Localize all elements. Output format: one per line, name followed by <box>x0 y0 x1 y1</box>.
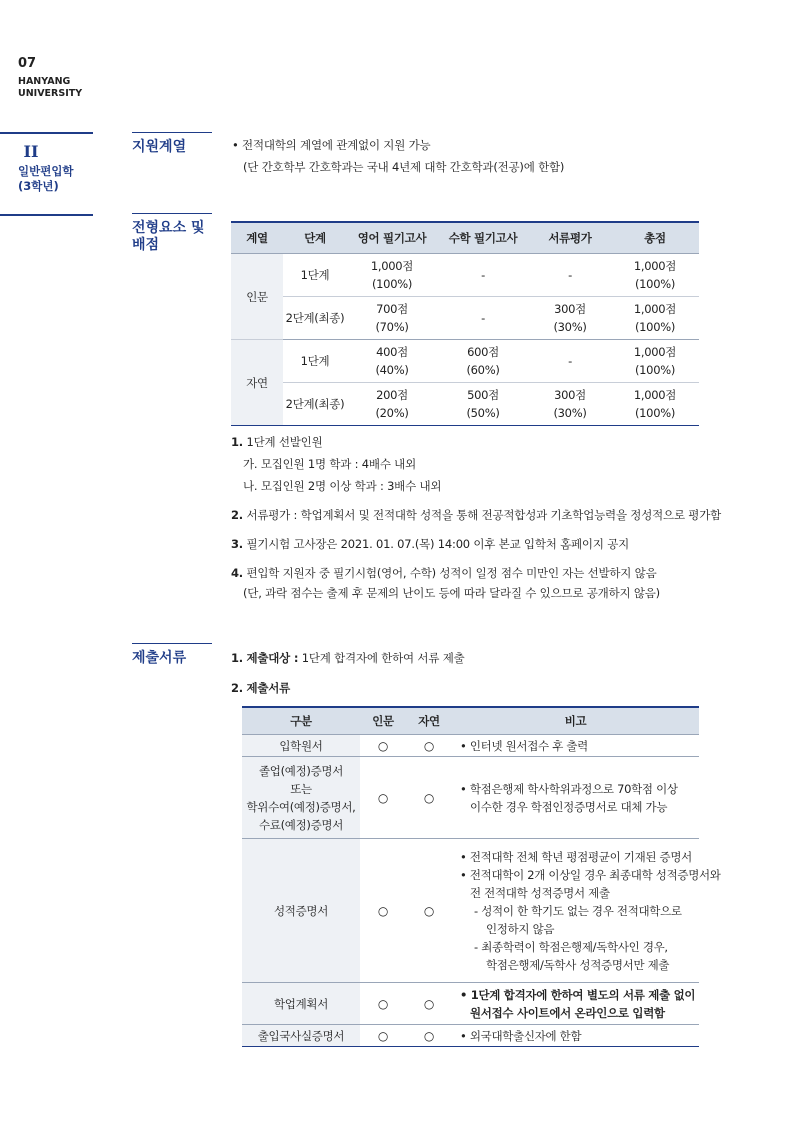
doc-remarks <box>452 983 699 1025</box>
doc-remarks <box>452 735 699 757</box>
item-1-label: 제출대상 : <box>246 651 299 665</box>
remark-line: 원서접수 사이트에서 온라인으로 입력함 <box>470 1005 665 1020</box>
section1-line1: • 전적대학의 계열에 관계없이 지원 가능 <box>232 138 431 152</box>
cell-english: 1,000점 (100%) <box>347 254 437 297</box>
section2-title <box>132 220 205 254</box>
cell-english: 400점 (40%) <box>347 340 437 383</box>
header-documents: 서류평가 <box>529 222 611 254</box>
doc-natural-mark: ○ <box>406 839 452 983</box>
header-stage: 단계 <box>283 222 347 254</box>
doc-remarks <box>452 1025 699 1047</box>
remark-line: • 1단계 합격자에 한하여 별도의 서류 제출 없이 <box>460 987 696 1002</box>
section2-rule <box>132 213 212 214</box>
section3-rule <box>132 643 212 644</box>
table-row <box>231 254 699 297</box>
remark-line: - 최종학력이 학점은행제/독학사인 경우, <box>474 939 668 954</box>
table-row <box>242 839 699 983</box>
cell-documents: 300점 (30%) <box>553 388 587 420</box>
submission-target <box>231 650 465 666</box>
header-total: 총점 <box>611 222 699 254</box>
item-1-text: 1단계 합격자에 한하여 서류 제출 <box>298 651 465 665</box>
doc-natural-mark: ○ <box>406 757 452 839</box>
cell-total: 1,000점 (100%) <box>611 340 699 383</box>
note-4-text: 편입학 지원자 중 필기시험(영어, 수학) 성적이 일정 점수 미만인 자는 선발하지 않음 <box>246 566 657 580</box>
table-row <box>231 383 699 426</box>
chapter-label-line2: (3학년) <box>18 179 59 193</box>
section1-title: 지원계열 <box>132 139 187 155</box>
doc-humanities-mark: ○ <box>360 735 406 757</box>
note-2-number: 2. <box>231 508 243 522</box>
remark-line: • 외국대학출신자에 한함 <box>460 1028 582 1043</box>
cell-stage: 1단계 <box>283 340 347 383</box>
note-2 <box>231 507 721 523</box>
cell-english: 200점 (20%) <box>375 388 409 420</box>
remark-line: - 성적이 한 학기도 없는 경우 전적대학으로 <box>474 903 682 918</box>
documents-table <box>242 706 721 1047</box>
doc-name: 입학원서 <box>242 735 360 757</box>
remark-line: 이수한 경우 학점인정증명서로 대체 가능 <box>470 799 668 814</box>
item-1-number: 1. <box>231 651 243 665</box>
item-2-label: 제출서류 <box>246 681 291 695</box>
remark-line: • 인터넷 원서접수 후 출력 <box>460 738 588 753</box>
section1-rule <box>132 132 212 133</box>
note-1-b: 나. 모집인원 2명 이상 학과 : 3배수 내외 <box>243 479 442 493</box>
doc-natural-mark: ○ <box>406 983 452 1025</box>
remark-line: 인정하지 않음 <box>486 921 555 936</box>
chapter-label-line1: 일반편입학 <box>18 164 74 178</box>
item-2-number: 2. <box>231 681 243 695</box>
cell-documents: - <box>529 254 611 297</box>
cell-total: 1,000점 (100%) <box>633 388 677 420</box>
score-table <box>231 221 699 426</box>
cell-total: 1,000점 (100%) <box>611 297 699 340</box>
note-3-number: 3. <box>231 537 243 551</box>
table-row <box>231 297 699 340</box>
chapter-label <box>18 164 74 194</box>
table-row <box>242 757 699 839</box>
note-4-number: 4. <box>231 566 243 580</box>
section2-title-line2: 배점 <box>132 237 160 253</box>
cell-stage: 2단계(최종) <box>283 297 347 340</box>
note-1-number: 1. <box>231 435 243 449</box>
section3-title: 제출서류 <box>132 650 187 666</box>
university-name-line2: UNIVERSITY <box>18 88 83 99</box>
doc-humanities-mark: ○ <box>360 757 406 839</box>
remark-line: • 전적대학이 2개 이상일 경우 최종대학 성적증명서와 <box>460 867 721 882</box>
group-humanities: 인문 <box>231 254 283 340</box>
cell-math: - <box>437 254 529 297</box>
score-table-header <box>231 222 699 254</box>
cell-documents: 300점 (30%) <box>529 297 611 340</box>
header-category: 구분 <box>242 707 360 735</box>
doc-name: 성적증명서 <box>242 839 360 983</box>
section1-line2: (단 간호학부 간호학과는 국내 4년제 대학 간호학과(전공)에 한함) <box>243 160 565 174</box>
doc-natural-mark: ○ <box>423 1028 435 1043</box>
header-remarks: 비고 <box>452 707 699 735</box>
note-4-sub: (단, 과락 점수는 출제 후 문제의 난이도 등에 따라 달라질 수 있으므로 공개하지 않음) <box>243 586 660 600</box>
submission-documents-heading <box>231 680 290 696</box>
section2-title-line1: 전형요소 및 <box>132 220 205 236</box>
header-natural: 자연 <box>406 707 452 735</box>
cell-english: 700점 (70%) <box>347 297 437 340</box>
doc-humanities-mark: ○ <box>360 839 406 983</box>
header-math: 수학 필기고사 <box>437 222 529 254</box>
header-humanities: 인문 <box>360 707 406 735</box>
doc-humanities-mark: ○ <box>360 983 406 1025</box>
note-1 <box>231 434 322 450</box>
doc-remarks <box>452 839 721 983</box>
page-number: 07 <box>18 56 37 71</box>
doc-name: 학업계획서 <box>242 983 360 1025</box>
header-field: 계열 <box>231 222 283 254</box>
cell-math: - <box>437 297 529 340</box>
table-row <box>242 983 699 1025</box>
doc-name: 출입국사실증명서 <box>242 1025 360 1047</box>
note-1-text: 1단계 선발인원 <box>246 435 323 449</box>
cell-math: 600점 (60%) <box>437 340 529 383</box>
doc-name: 졸업(예정)증명서 또는 학위수여(예정)증명서, 수료(예정)증명서 <box>242 757 360 839</box>
header-english: 영어 필기고사 <box>347 222 437 254</box>
table-row <box>231 340 699 383</box>
doc-remarks <box>452 757 699 839</box>
sidebar-bottom-rule <box>0 214 93 216</box>
chapter-numeral: II <box>23 142 39 161</box>
remark-line: • 전적대학 전체 학년 평점평균이 기재된 증명서 <box>460 849 692 864</box>
remark-line: • 학점은행제 학사학위과정으로 70학점 이상 <box>460 781 678 796</box>
cell-total: 1,000점 (100%) <box>611 254 699 297</box>
sidebar-top-rule <box>0 132 93 134</box>
doc-humanities-mark: ○ <box>377 1028 389 1043</box>
remark-line: 전 전적대학 성적증명서 제출 <box>470 885 610 900</box>
group-natural: 자연 <box>231 340 283 426</box>
cell-math: 500점 (50%) <box>466 388 500 420</box>
documents-table-header <box>242 707 699 735</box>
table-row <box>242 735 699 757</box>
remark-line: 학점은행제/독학사 성적증명서만 제출 <box>486 957 670 972</box>
note-1-a: 가. 모집인원 1명 학과 : 4배수 내외 <box>243 457 417 471</box>
note-3 <box>231 536 629 552</box>
table-row <box>242 1025 699 1047</box>
cell-documents: - <box>529 340 611 383</box>
cell-stage: 1단계 <box>283 254 347 297</box>
university-name <box>18 76 82 100</box>
note-4 <box>231 565 657 581</box>
cell-stage: 2단계(최종) <box>285 397 345 411</box>
doc-natural-mark: ○ <box>406 735 452 757</box>
university-name-line1: HANYANG <box>18 76 71 87</box>
note-3-text: 필기시험 고사장은 2021. 01. 07.(목) 14:00 이후 본교 입학처 홈페이지 공지 <box>246 537 630 551</box>
note-2-text: 서류평가 : 학업계획서 및 전적대학 성적을 통해 전공적합성과 기초학업능력을 정성적으로 평가함 <box>246 508 722 522</box>
